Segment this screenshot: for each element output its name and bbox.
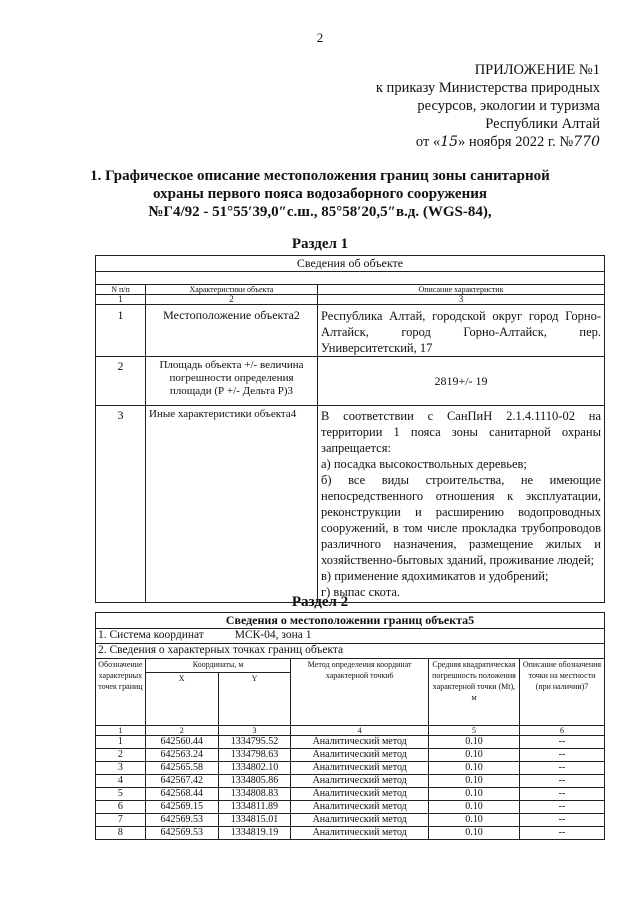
restriction-c: в) применение ядохимикатов и удобрений; (321, 569, 549, 583)
appendix-line-2: ресурсов, экологии и туризма (417, 98, 600, 114)
appendix-title: ПРИЛОЖЕНИЕ №1 (474, 62, 600, 78)
heading-line-1: 1. Графическое описание местоположения границ зоны санитарной (90, 168, 550, 184)
point-method: Аналитический метод (291, 827, 429, 840)
header-description: Описание характеристик (318, 285, 605, 295)
point-desc: -- (519, 736, 604, 749)
restriction-intro: В соответствии с СанПиН 2.1.4.1110-02 на территории 1 пояса зоны санитарной охраны запрещается: (321, 409, 601, 455)
boundary-points-table (95, 612, 605, 840)
table-row (96, 814, 605, 827)
points-label-row: 2. Сведения о характерных точках границ объекта (96, 644, 605, 659)
date-mid: » ноября 2022 г. № (458, 134, 574, 150)
restriction-a: а) посадка высокоствольных деревьев; (321, 457, 527, 471)
point-desc: -- (519, 788, 604, 801)
point-method: Аналитический метод (291, 762, 429, 775)
point-x: 642565.58 (145, 762, 218, 775)
point-x: 642563.24 (145, 749, 218, 762)
col-number: 4 (291, 726, 429, 736)
point-id: 2 (96, 749, 146, 762)
point-method: Аналитический метод (291, 814, 429, 827)
point-method: Аналитический метод (291, 801, 429, 814)
date-prefix: от « (415, 134, 441, 150)
table-row (96, 406, 605, 603)
coord-system-label: 1. Система координат (98, 629, 204, 641)
col-number: 2 (146, 295, 318, 305)
restriction-b: б) все виды строительства, не имеющие непосредственного отношения к эксплуатации, реконструкции и расширению водопроводных сооружений, в том числе прокладка трубопроводов различного назначения, размещение жилых и хозяйственно-бытовых зданий, проживание людей; (321, 473, 601, 567)
point-method: Аналитический метод (291, 736, 429, 749)
point-id: 4 (96, 775, 146, 788)
point-method: Аналитический метод (291, 788, 429, 801)
row-value: 2819+/- 19 (318, 357, 605, 406)
point-error: 0.10 (428, 749, 519, 762)
row-name: Площадь объекта +/- величина погрешности определения площади (Р +/- Дельта Р)3 (146, 357, 318, 406)
date-day-handwritten: 15 (440, 134, 459, 150)
table-row (96, 736, 605, 749)
row-num: 3 (96, 406, 146, 603)
coord-system-row (96, 629, 605, 644)
point-x: 642569.53 (145, 814, 218, 827)
point-y: 1334798.63 (218, 749, 291, 762)
order-number-handwritten: 770 (573, 134, 600, 150)
point-y: 1334808.83 (218, 788, 291, 801)
section-1-title: Раздел 1 (291, 236, 349, 252)
point-y: 1334815.01 (218, 814, 291, 827)
point-y: 1334819.19 (218, 827, 291, 840)
row-value: Республика Алтай, городской округ город Горно-Алтайск, город Горно-Алтайск, пер. Университетский, 17 (318, 305, 605, 357)
point-method: Аналитический метод (291, 775, 429, 788)
row-name: Иные характеристики объекта4 (146, 406, 318, 603)
point-error: 0.10 (428, 775, 519, 788)
object-info-table (95, 255, 605, 603)
header-method: Метод определения координат характерной точки6 (291, 659, 429, 726)
point-id: 3 (96, 762, 146, 775)
point-x: 642560.44 (145, 736, 218, 749)
table-row (96, 762, 605, 775)
point-desc: -- (519, 749, 604, 762)
point-error: 0.10 (428, 814, 519, 827)
point-error: 0.10 (428, 827, 519, 840)
header-error: Средняя квадратическая погрешность положения характерной точки (Mt), м (428, 659, 519, 726)
table-row (96, 827, 605, 840)
boundary-table-title: Сведения о местоположении границ объекта5 (96, 613, 605, 629)
row-num: 2 (96, 357, 146, 406)
row-name: Местоположение объекта2 (146, 305, 318, 357)
row-value-restrictions (318, 406, 605, 603)
page-number: 2 (316, 30, 324, 45)
appendix-line-1: к приказу Министерства природных (375, 80, 600, 96)
row-num: 1 (96, 305, 146, 357)
col-number: 3 (218, 726, 291, 736)
heading-line-3: №Г4/92 - 51°55′39,0″с.ш., 85°58′20,5″в.д. (WGS-84), (148, 204, 492, 220)
point-x: 642568.44 (145, 788, 218, 801)
empty-row (96, 272, 605, 285)
point-x: 642569.15 (145, 801, 218, 814)
col-number: 6 (519, 726, 604, 736)
point-desc: -- (519, 814, 604, 827)
point-x: 642567.42 (145, 775, 218, 788)
point-y: 1334795.52 (218, 736, 291, 749)
point-desc: -- (519, 827, 604, 840)
coord-system-value: МСК-04, зона 1 (234, 629, 312, 641)
point-error: 0.10 (428, 801, 519, 814)
point-y: 1334811.89 (218, 801, 291, 814)
col-number: 3 (318, 295, 605, 305)
table-row (96, 305, 605, 357)
point-y: 1334805.86 (218, 775, 291, 788)
point-id: 6 (96, 801, 146, 814)
header-coords: Координаты, м (145, 659, 291, 673)
section-2-title: Раздел 2 (291, 594, 349, 610)
point-error: 0.10 (428, 762, 519, 775)
point-method: Аналитический метод (291, 749, 429, 762)
point-error: 0.10 (428, 736, 519, 749)
point-id: 7 (96, 814, 146, 827)
point-x: 642569.53 (145, 827, 218, 840)
header-num: N п/п (96, 285, 146, 295)
table-row (96, 749, 605, 762)
appendix-line-3: Республики Алтай (485, 116, 600, 132)
point-error: 0.10 (428, 788, 519, 801)
restriction-d: г) выпас скота. (321, 585, 400, 599)
table-row (96, 788, 605, 801)
point-desc: -- (519, 801, 604, 814)
table-row (96, 775, 605, 788)
point-y: 1334802.10 (218, 762, 291, 775)
col-number: 2 (145, 726, 218, 736)
col-number: 1 (96, 295, 146, 305)
heading-line-2: охраны первого пояса водозаборного сооружения (153, 186, 487, 202)
table-row (96, 801, 605, 814)
appendix-date-line (416, 134, 600, 151)
point-desc: -- (519, 762, 604, 775)
table-row (96, 357, 605, 406)
point-id: 5 (96, 788, 146, 801)
header-designation: Обозначение характерных точек границ (96, 659, 146, 726)
header-description: Описание обозначения точки на местности (при наличии)7 (519, 659, 604, 726)
header-y: Y (218, 673, 291, 726)
point-id: 8 (96, 827, 146, 840)
col-number: 1 (96, 726, 146, 736)
object-table-title: Сведения об объекте (96, 256, 605, 272)
header-x: X (145, 673, 218, 726)
point-id: 1 (96, 736, 146, 749)
col-number: 5 (428, 726, 519, 736)
point-desc: -- (519, 775, 604, 788)
header-characteristic: Характеристики объекта (146, 285, 318, 295)
